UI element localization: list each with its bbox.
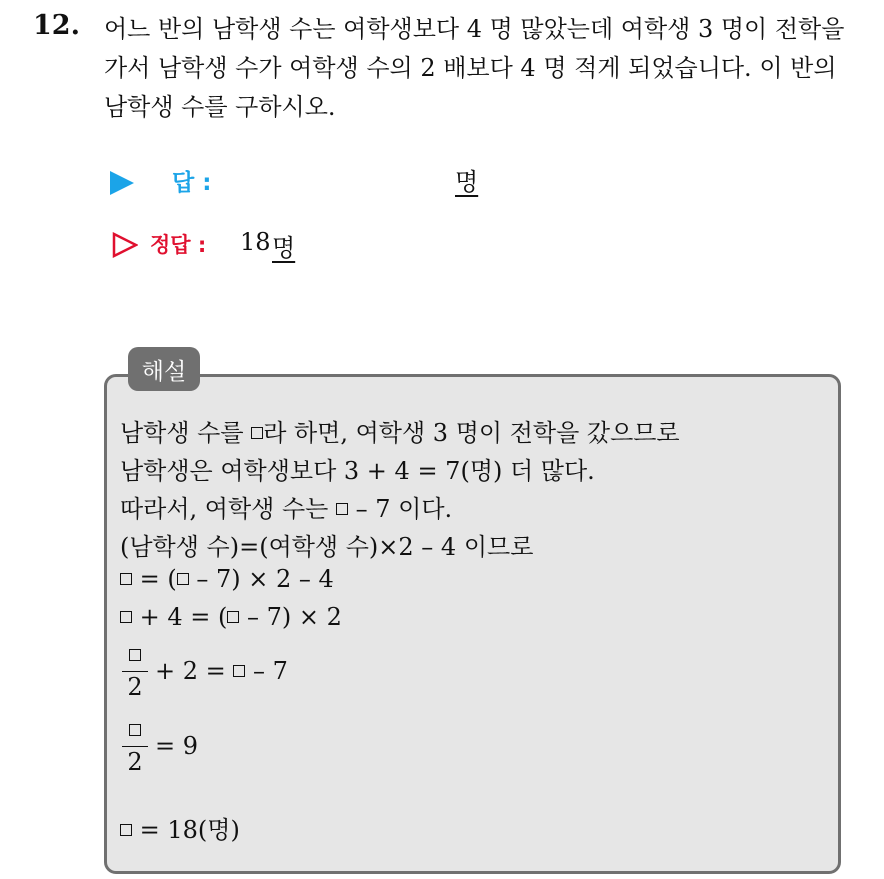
question-line-2: 가서 남학생 수가 여학생 수의 2 배보다 4 명 적게 되었습니다. 이 반의 (104, 54, 837, 82)
blank-box (233, 665, 245, 677)
question-line-1: 어느 반의 남학생 수는 여학생보다 4 명 많았는데 여학생 3 명이 전학을 (104, 15, 845, 43)
solution-unit: 명 (272, 234, 296, 262)
explanation-tab: 해설 (128, 347, 200, 391)
blank-box (227, 611, 239, 623)
fraction-1-rest: + 2 = – 7 (155, 657, 288, 685)
blank-box (120, 824, 132, 836)
solution-label: 정답 : (150, 233, 207, 257)
answer-unit: 명 (455, 168, 479, 196)
answer-row (110, 162, 510, 202)
question-number: 12. (33, 10, 80, 41)
blank-box (120, 573, 132, 585)
explanation-final: = 18(명) (120, 810, 240, 845)
explanation-line-2: 남학생은 여학생보다 3 + 4 = 7(명) 더 많다. (120, 457, 595, 485)
fraction-1: 2 (121, 644, 149, 701)
fraction-2: 2 (121, 719, 149, 776)
blank-box (177, 573, 189, 585)
blank-box (129, 649, 141, 661)
explanation-line-3: 따라서, 여학생 수는 – 7 이다. (120, 495, 453, 523)
blank-box (120, 611, 132, 623)
blank-box (251, 427, 263, 439)
solution-row (110, 225, 510, 265)
explanation-line-1: 남학생 수를 라 하면, 여학생 3 명이 전학을 갔으므로 (120, 419, 680, 447)
explanation-line-4: (남학생 수)=(여학생 수)×2 – 4 이므로 (120, 533, 534, 561)
explanation-line-6: + 4 = ( – 7) × 2 (120, 603, 342, 631)
question-line-3: 남학생 수를 구하시오. (104, 93, 336, 121)
blank-box (129, 724, 141, 736)
question-text (104, 10, 874, 127)
solution-value: 18 (240, 228, 271, 256)
answer-label: 답 : (172, 170, 212, 196)
outline-triangle-icon (112, 232, 138, 258)
play-triangle-icon (110, 171, 134, 195)
fraction-2-rest: = 9 (155, 732, 199, 760)
explanation-line-5: = ( – 7) × 2 – 4 (120, 565, 334, 593)
blank-box (336, 503, 348, 515)
